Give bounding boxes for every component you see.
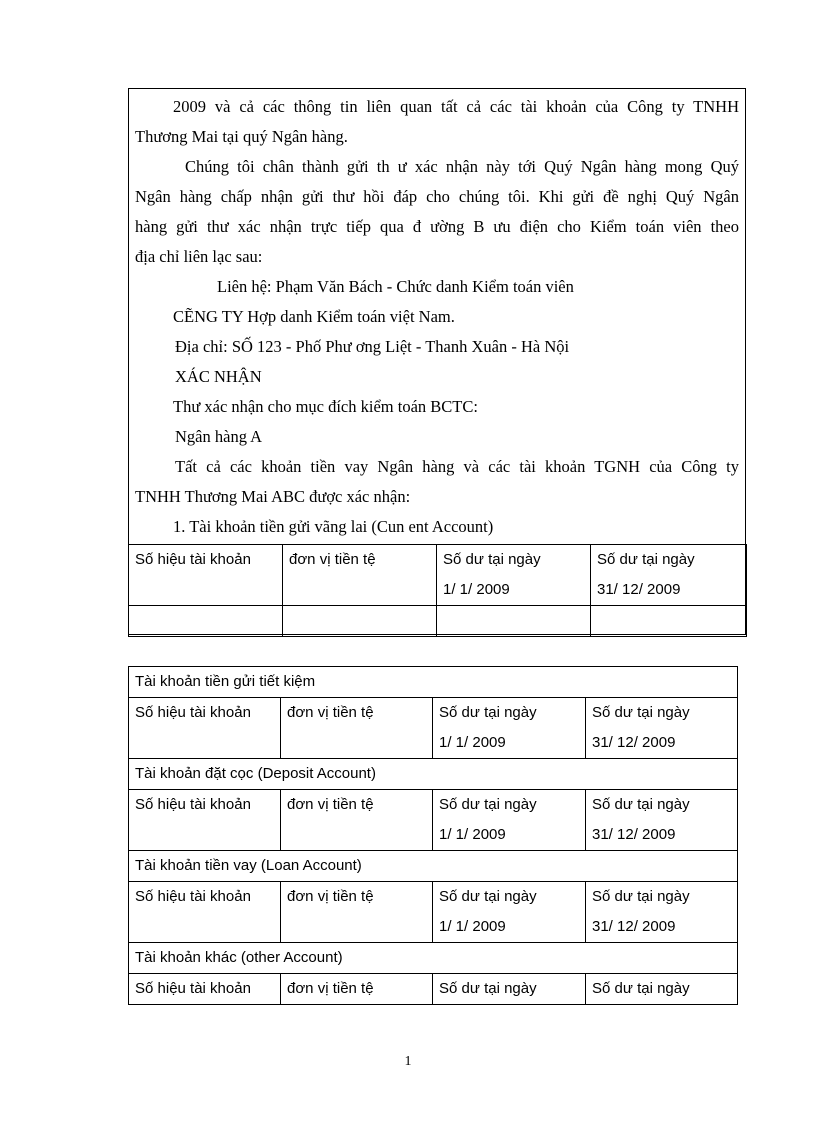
header-balance-end: Số dư tại ngày 31/ 12/ 2009 — [591, 545, 747, 606]
paragraph-2-line-1: Chúng tôi chân thành gửi th ư xác nhận này tới Quý Ngân hàng mong Quý — [185, 157, 739, 176]
header-currency: đơn vị tiền tệ — [281, 790, 433, 851]
header-account-no: Số hiệu tài khoản — [129, 698, 281, 759]
bank-name: Ngân hàng A — [175, 427, 263, 446]
page-number: 1 — [404, 1054, 412, 1069]
table-row — [129, 698, 738, 759]
contact-line: Liên hệ: Phạm Văn Bách - Chức danh Kiểm toán viên — [217, 277, 574, 296]
item-1-current-account: 1. Tài khoản tiền gửi vãng lai (Cun ent Account) — [173, 517, 494, 536]
table-row — [129, 943, 738, 974]
empty-cell — [437, 606, 591, 637]
empty-cell — [283, 606, 437, 637]
header-balance-start: Số dư tại ngày 1/ 1/ 2009 — [433, 882, 586, 943]
table-row — [129, 790, 738, 851]
header-balance-start: Số dư tại ngày 1/ 1/ 2009 — [433, 698, 586, 759]
accounts-table — [128, 666, 738, 1005]
table-row — [129, 851, 738, 882]
header-account-no: Số hiệu tài khoản — [129, 790, 281, 851]
paragraph-1-line-2: Thương Mai tại quý Ngân hàng. — [135, 127, 348, 146]
table-row — [129, 882, 738, 943]
paragraph-2-line-2: Ngân hàng chấp nhận gửi thư hồi đáp cho chúng tôi. Khi gửi đề nghị Quý Ngân — [135, 187, 739, 206]
address-line: Địa chỉ: SỐ 123 - Phố Phư ơng Liệt - Thanh Xuân - Hà Nội — [175, 337, 570, 356]
paragraph-1-line-1: 2009 và cả các thông tin liên quan tất cả các tài khoản của Công ty TNHH — [173, 97, 739, 116]
header-balance-end: Số dư tại ngày 31/ 12/ 2009 — [586, 882, 738, 943]
empty-cell — [591, 606, 747, 637]
header-account-no: Số hiệu tài khoản — [129, 545, 283, 606]
paragraph-3-line-2: TNHH Thương Mai ABC được xác nhận: — [135, 487, 411, 506]
table-row — [129, 667, 738, 698]
table-row — [129, 545, 747, 606]
table-row — [129, 606, 747, 637]
header-balance-end: Số dư tại ngày — [586, 974, 738, 1005]
header-balance-start: Số dư tại ngày 1/ 1/ 2009 — [437, 545, 591, 606]
section-deposit: Tài khoản đặt cọc (Deposit Account) — [129, 759, 738, 790]
section-other: Tài khoản khác (other Account) — [129, 943, 738, 974]
header-balance-end: Số dư tại ngày 31/ 12/ 2009 — [586, 698, 738, 759]
table-row — [129, 759, 738, 790]
header-currency: đơn vị tiền tệ — [283, 545, 437, 606]
letter-purpose: Thư xác nhận cho mục đích kiểm toán BCTC: — [173, 397, 478, 416]
header-account-no: Số hiệu tài khoản — [129, 974, 281, 1005]
paragraph-2-line-4: địa chỉ liên lạc sau: — [135, 247, 263, 266]
header-currency: đơn vị tiền tệ — [281, 698, 433, 759]
confirm-heading: XÁC NHẬN — [175, 367, 262, 386]
header-account-no: Số hiệu tài khoản — [129, 882, 281, 943]
paragraph-3-line-1: Tất cả các khoản tiền vay Ngân hàng và các tài khoản TGNH của Công ty — [175, 457, 739, 476]
table-row — [129, 974, 738, 1005]
empty-cell — [129, 606, 283, 637]
header-currency: đơn vị tiền tệ — [281, 974, 433, 1005]
paragraph-2-line-3: hàng gửi thư xác nhận trực tiếp qua đ ường B ưu điện cho Kiểm toán viên theo — [135, 217, 739, 236]
current-account-table — [128, 544, 747, 637]
header-balance-start: Số dư tại ngày — [433, 974, 586, 1005]
section-loan: Tài khoản tiền vay (Loan Account) — [129, 851, 738, 882]
letter-box — [128, 88, 746, 635]
header-balance-start: Số dư tại ngày 1/ 1/ 2009 — [433, 790, 586, 851]
header-balance-end: Số dư tại ngày 31/ 12/ 2009 — [586, 790, 738, 851]
section-savings: Tài khoản tiền gửi tiết kiệm — [129, 667, 738, 698]
company-line: CẼNG TY Hợp danh Kiểm toán việt Nam. — [173, 307, 455, 326]
header-currency: đơn vị tiền tệ — [281, 882, 433, 943]
